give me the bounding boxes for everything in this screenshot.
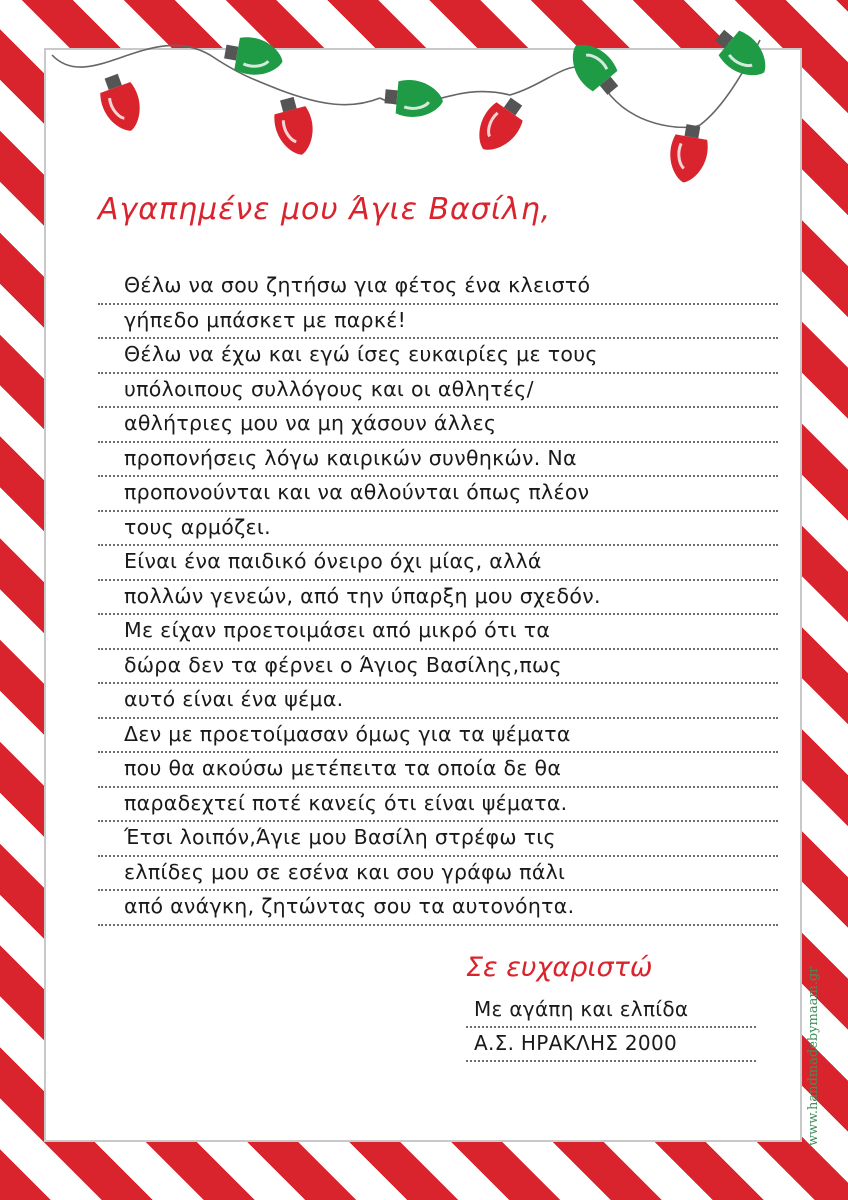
letter-line: δώρα δεν τα φέρνει ο Άγιος Βασίλης,πως — [98, 650, 778, 685]
letter-line: Θέλω να σου ζητήσω για φέτος ένα κλειστό — [98, 270, 778, 305]
letter-signature — [466, 994, 756, 1062]
letter-line: Δεν με προετοίμασαν όμως για τα ψέματα — [98, 719, 778, 754]
letter-greeting: Αγαπημένε μου Άγιε Βασίλη, — [98, 192, 552, 227]
letter-line: πολλών γενεών, από την ύπαρξη μου σχεδόν. — [98, 581, 778, 616]
letter-line: Θέλω να έχω και εγώ ίσες ευκαιρίες με τους — [98, 339, 778, 374]
letter-line: παραδεχτεί ποτέ κανείς ότι είναι ψέματα. — [98, 788, 778, 823]
letter-line: αθλήτριες μου να μη χάσουν άλλες — [98, 408, 778, 443]
letter-line: προπονήσεις λόγω καιρικών συνθηκών. Να — [98, 443, 778, 478]
letter-line: υπόλοιπους συλλόγους και οι αθλητές/ — [98, 374, 778, 409]
letter-line: αυτό είναι ένα ψέμα. — [98, 684, 778, 719]
signature-line: Α.Σ. ΗΡΑΚΛΗΣ 2000 — [466, 1028, 756, 1062]
signature-line: Με αγάπη και ελπίδα — [466, 994, 756, 1028]
letter-line: Είναι ένα παιδικό όνειρο όχι μίας, αλλά — [98, 546, 778, 581]
letter-line: τους αρμόζει. — [98, 512, 778, 547]
christmas-lights-icon — [0, 0, 848, 190]
letter-line: προπονούνται και να αθλούνται όπως πλέον — [98, 477, 778, 512]
letter-line: που θα ακούσω μετέπειτα τα οποία δε θα — [98, 753, 778, 788]
letter-line: από ανάγκη, ζητώντας σου τα αυτονόητα. — [98, 891, 778, 926]
watermark: www.handmadebymaam.gr — [806, 966, 821, 1146]
letter-line: ελπίδες μου σε εσένα και σου γράφω πάλι — [98, 857, 778, 892]
letter-line: γήπεδο μπάσκετ με παρκέ! — [98, 305, 778, 340]
letter-closing: Σε ευχαριστώ — [466, 952, 653, 983]
letter-body — [98, 270, 778, 926]
letter-line: Με είχαν προετοιμάσει από μικρό ότι τα — [98, 615, 778, 650]
letter-line: Έτσι λοιπόν,Άγιε μου Βασίλη στρέφω τις — [98, 822, 778, 857]
